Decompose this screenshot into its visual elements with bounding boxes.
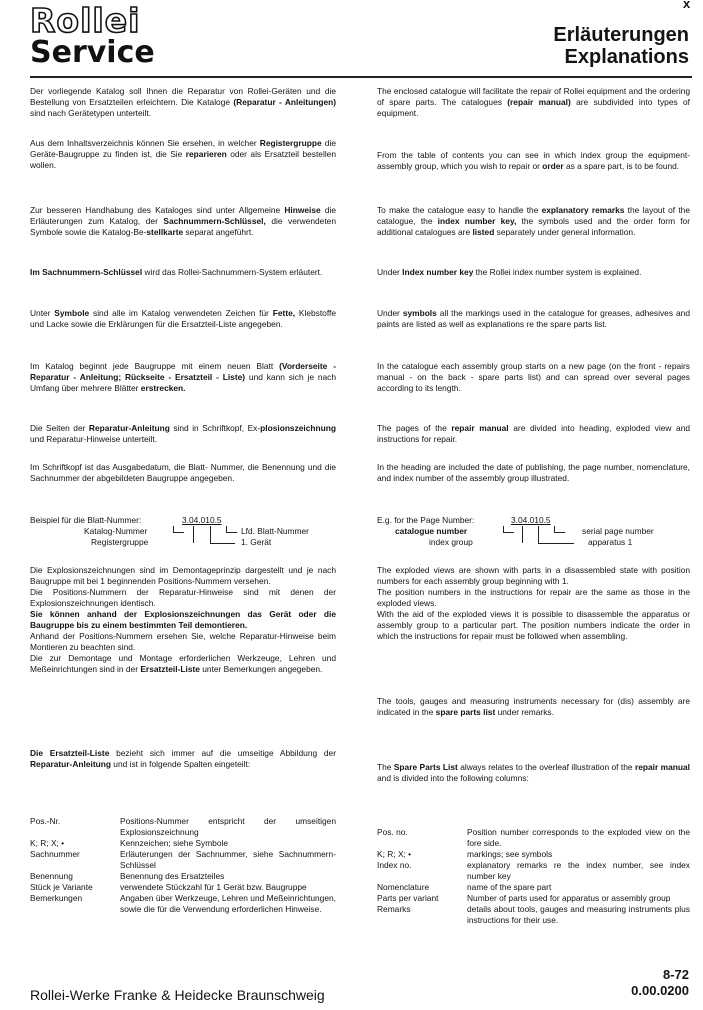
catalogue-number-label: catalogue number — [395, 526, 468, 536]
device-label: 1. Gerät — [241, 537, 272, 547]
paragraph: Im Schriftkopf ist das Ausgabedatum, die Blatt- Nummer, die Benennung und die Sachnummer der abgebildeten Baugruppe angegeben. — [30, 462, 336, 483]
paragraph: Under symbols all the markings used in the catalogue for greases, adhesives and paints are listed as well as explanations re the spare parts list. — [377, 308, 690, 329]
example-label: Beispiel für die Blatt-Nummer: — [30, 515, 142, 525]
paragraph: Der vorliegende Katalog soll Ihnen die Reparatur von Rollei-Geräten und die Bestellung von Ersatzteilen erleichtern. Die Kataloge (Reparatur - Anleitungen) sind nach Gerätetypen unterteilt. — [30, 86, 337, 118]
bracket-line — [538, 526, 539, 544]
list-item: Nomenclature name of the spare part — [377, 882, 552, 892]
paragraph: Die Explosionszeichnungen sind im Demontageprinzip dargestellt und je nach Baugruppe mit bei 1 beginnenden Positions-Nummern versehen. Die Positions-Nummern der Reparatur-Hinweise sind mit denen der Explosionszeichnungen identisch. Sie können anhand der Explosionszeichnungen das Gerät oder die Baugruppe bis zu einem bestimmten Teil demontieren. Anhand der Positions-Nummern ersehen Sie, welche Reparatur-Hinweise beim Montieren zu beachten sind. Die zur Demontage und Montage erforderlichen Werkzeuge, Lehren und Meßeinrichtungen sind in der Ersatzteil-Liste unter Bemerkungen angegeben. — [30, 565, 336, 674]
paragraph: From the table of contents you can see in which index group the equipment-assembly group, which you wish to repair or order as a spare part, is to be found. — [377, 150, 690, 171]
paragraph: Zur besseren Handhabung des Kataloges sind unter Allgemeine Hinweise die Erläuterungen zum Katalog, der Sachnummern-Schlüssel, die verwendeten Symbole sowie die Katalog-Be-stellkarte separat angeführt. — [30, 205, 336, 237]
service-title: Service — [30, 35, 155, 70]
bracket-line — [173, 526, 184, 533]
paragraph: Unter Symbole sind alle im Katalog verwendeten Zeichen für Fette, Klebstoffe und Lacke sowie die Erklärungen für die Ersatzteil-Liste angegeben. — [30, 308, 336, 329]
paragraph: The tools, gauges and measuring instruments necessary for (dis) assembly are indicated in the spare parts list under remarks. — [377, 696, 690, 717]
serial-sheet-label: Lfd. Blatt-Nummer — [241, 526, 309, 536]
paragraph: In the heading are included the date of publishing, the page number, nomenclature, and index number of the assembly group illustrated. — [377, 462, 690, 483]
document-number: 0.00.0200 — [631, 983, 689, 998]
bracket-line — [226, 526, 237, 533]
list-item: Stück je Variante verwendete Stückzahl für 1 Gerät bzw. Baugruppe — [30, 882, 307, 892]
list-item: Remarks details about tools, gauges and measuring instruments plus instructions for their use. — [377, 904, 690, 925]
paragraph: Aus dem Inhaltsverzeichnis können Sie ersehen, in welcher Registergruppe die Geräte-Baugruppe zu finden ist, die Sie reparieren oder als Ersatzteil bestellen wollen. — [30, 138, 336, 170]
example-code: 3.04.010.5 — [511, 515, 551, 525]
sheet-number-example — [30, 515, 336, 555]
column-legend-german — [30, 816, 336, 915]
serial-page-label: serial page number — [582, 526, 654, 536]
list-item: Parts per variant Number of parts used for apparatus or assembly group — [377, 893, 671, 903]
page-number: 8-72 — [662, 967, 689, 982]
paragraph: Die Seiten der Reparatur-Anleitung sind in Schriftkopf, Ex-plosionszeichnung und Reparatur-Hinweise unterteilt. — [30, 423, 336, 444]
bracket-line — [503, 526, 514, 533]
bracket-line — [193, 526, 195, 543]
example-label: E.g. for the Page Number: — [377, 515, 475, 525]
list-item: Pos. no. Position number corresponds to the exploded view on the fore side. — [377, 827, 690, 848]
apparatus-label: apparatus 1 — [588, 537, 633, 547]
paragraph: In the catalogue each assembly group starts on a new page (on the front - repairs manual - on the back - spare parts list) and can spread over several pages according to its length. — [377, 361, 690, 393]
company-footer: Rollei-Werke Franke & Heidecke Braunschweig — [30, 987, 325, 1003]
page-titles — [553, 24, 689, 68]
page-number-example — [377, 515, 690, 555]
title-german: Erläuterungen — [553, 24, 689, 46]
header-divider — [30, 76, 692, 78]
paragraph: Im Sachnummern-Schlüssel wird das Rollei-Sachnummern-System erläutert. — [30, 267, 323, 277]
list-item: Index no. explanatory remarks re the index number, see index number key — [377, 860, 690, 881]
column-legend-english — [377, 827, 690, 926]
register-group-label: Registergruppe — [91, 537, 149, 547]
paragraph: To make the catalogue easy to handle the explanatory remarks the layout of the catalogue, the index number key, the symbols used and the order form for additional catalogues are listed separately under general information. — [377, 205, 691, 237]
list-item: Sachnummer Erläuterungen der Sachnummer, siehe Sachnummern-Schlüssel — [30, 849, 336, 870]
paragraph: Under Index number key the Rollei index number system is explained. — [377, 267, 642, 277]
corner-mark: x — [683, 0, 691, 11]
list-item: Bemerkungen Angaben über Werkzeuge, Lehren und Meßeinrichtungen, sowie die für die Verwendung erforderlichen Hinweise. — [30, 893, 336, 914]
example-code: 3.04.010.5 — [182, 515, 222, 525]
list-item: Benennung Benennung des Ersatzteiles — [30, 871, 225, 881]
bracket-line — [522, 526, 524, 543]
paragraph: Die Ersatzteil-Liste bezieht sich immer auf die umseitige Abbildung der Reparatur-Anleitung und ist in folgende Spalten eingeteilt: — [30, 748, 336, 769]
catalogue-number-label: Katalog-Nummer — [84, 526, 148, 536]
page-number-block — [631, 967, 689, 999]
bracket-line — [210, 526, 211, 544]
brand-block — [30, 1, 155, 70]
list-item: Pos.-Nr. Positions-Nummer entspricht der umseitigen Explosionszeichnung — [30, 816, 336, 837]
paragraph: Im Katalog beginnt jede Baugruppe mit einem neuen Blatt (Vorderseite - Reparatur - Anleitung; Rückseite - Ersatzteil - Liste) und kann sich je nach Umfang über mehrere Blätter erstrecken. — [30, 361, 337, 393]
bracket-line — [554, 526, 565, 533]
paragraph: The exploded views are shown with parts in a disassembled state with position numbers for each assembly group beginning with 1. The position numbers in the instructions for repair are the same as those in the exploded views. With the aid of the exploded views it is possible to disassemble the apparatus or assembly group to a particular part. The position numbers indicate the order in which the instructions for repair must be followed when assembling. — [377, 565, 690, 641]
title-english: Explanations — [564, 46, 689, 68]
rollei-logo: Rollei — [30, 1, 141, 40]
paragraph: The enclosed catalogue will facilitate the repair of Rollei equipment and the ordering of spare parts. The catalogues (repair manual) are subdivided into types of equipment. — [377, 86, 690, 118]
list-item: K; R; X; • markings; see symbols — [377, 849, 553, 859]
paragraph: The Spare Parts List always relates to the overleaf illustration of the repair manual and is divided into the following columns: — [377, 762, 690, 783]
paragraph: The pages of the repair manual are divided into heading, exploded view and instructions for repair. — [377, 423, 691, 444]
list-item: K; R; X; • Kennzeichen; siehe Symbole — [30, 838, 229, 848]
index-group-label: index group — [429, 537, 473, 547]
